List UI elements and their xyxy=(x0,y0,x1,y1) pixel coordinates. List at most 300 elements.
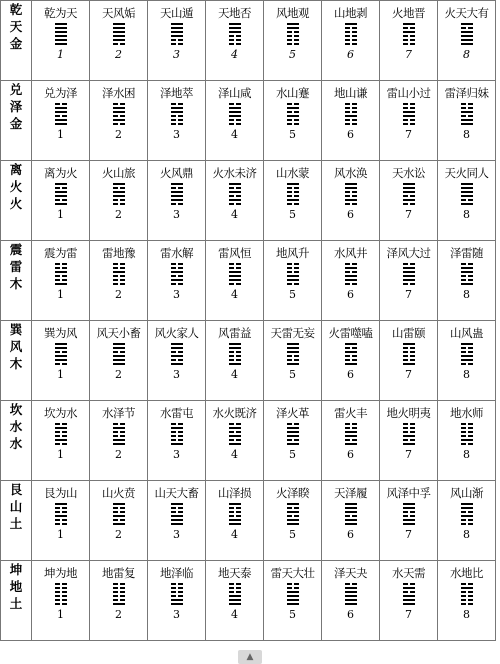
yang-line xyxy=(287,199,299,201)
hexagram-number: 7 xyxy=(405,448,412,461)
hexagram-symbol-icon xyxy=(55,263,67,285)
hexagram-symbol-icon xyxy=(287,423,299,445)
yang-line xyxy=(287,427,299,429)
yin-line xyxy=(171,351,183,353)
yang-line xyxy=(229,27,241,29)
yang-line xyxy=(55,23,67,25)
hexagram-name: 地火明夷 xyxy=(386,406,431,420)
yang-line xyxy=(171,31,183,33)
palace-char: 艮 xyxy=(9,482,23,497)
yang-line xyxy=(403,31,415,33)
yang-line xyxy=(461,123,473,125)
palace-char: 木 xyxy=(9,356,23,371)
palace-char: 离 xyxy=(9,162,23,177)
yang-line xyxy=(287,519,299,521)
hexagram-cell xyxy=(264,401,322,481)
yin-line xyxy=(461,363,473,365)
hexagram-cell xyxy=(32,1,90,81)
yang-line xyxy=(287,351,299,353)
yin-line xyxy=(345,111,357,113)
palace-char: 山 xyxy=(9,499,23,514)
yin-line xyxy=(229,591,241,593)
hexagram-cell xyxy=(90,321,148,401)
yin-line xyxy=(55,603,67,605)
hexagram-symbol-icon xyxy=(113,103,125,125)
yin-line xyxy=(171,39,183,41)
palace-char: 木 xyxy=(9,276,23,291)
hexagram-symbol-icon xyxy=(113,183,125,205)
yang-line xyxy=(171,343,183,345)
hexagram-name: 山风蛊 xyxy=(450,326,483,340)
yin-line xyxy=(345,35,357,37)
yang-line xyxy=(113,523,125,525)
yang-line xyxy=(171,347,183,349)
yang-line xyxy=(229,519,241,521)
hexagram-cell xyxy=(322,81,380,161)
hexagram-symbol-icon xyxy=(171,343,183,365)
hexagram-cell xyxy=(90,81,148,161)
yin-line xyxy=(113,351,125,353)
hexagram-cell xyxy=(438,481,496,561)
yin-line xyxy=(403,515,415,517)
hexagram-number: 3 xyxy=(173,368,180,381)
hexagram-name: 山雷颐 xyxy=(392,326,425,340)
palace-row xyxy=(1,481,496,561)
yin-line xyxy=(55,263,67,265)
yin-line xyxy=(287,583,299,585)
hexagram-name: 火地晋 xyxy=(392,6,425,20)
hexagram-number: 2 xyxy=(115,528,122,541)
yin-line xyxy=(345,583,357,585)
hexagram-number: 8 xyxy=(463,448,470,461)
yang-line xyxy=(403,199,415,201)
yin-line xyxy=(229,187,241,189)
yin-line xyxy=(113,115,125,117)
yang-line xyxy=(55,347,67,349)
yang-line xyxy=(403,271,415,273)
yin-line xyxy=(113,275,125,277)
hexagram-name: 水泽节 xyxy=(102,406,135,420)
yang-line xyxy=(229,503,241,505)
yang-line xyxy=(461,187,473,189)
yin-line xyxy=(287,123,299,125)
hexagram-cell xyxy=(264,161,322,241)
yin-line xyxy=(461,591,473,593)
yin-line xyxy=(403,431,415,433)
yin-line xyxy=(55,267,67,269)
yang-line xyxy=(55,203,67,205)
hexagram-number: 3 xyxy=(173,448,180,461)
yin-line xyxy=(461,443,473,445)
yang-line xyxy=(55,39,67,41)
hexagram-cell xyxy=(206,81,264,161)
yang-line xyxy=(113,35,125,37)
yin-line xyxy=(403,351,415,353)
yang-line xyxy=(461,359,473,361)
yin-line xyxy=(171,283,183,285)
yin-line xyxy=(345,423,357,425)
yang-line xyxy=(287,511,299,513)
yin-line xyxy=(229,423,241,425)
palace-char: 坤 xyxy=(9,562,23,577)
yin-line xyxy=(113,511,125,513)
hexagram-symbol-icon xyxy=(345,503,357,525)
palace-char: 兑 xyxy=(9,82,23,97)
yin-line xyxy=(229,43,241,45)
hexagram-name: 天地否 xyxy=(218,6,251,20)
yang-line xyxy=(461,283,473,285)
yang-line xyxy=(461,119,473,121)
hexagram-cell xyxy=(90,241,148,321)
hexagram-number: 3 xyxy=(173,48,180,61)
yang-line xyxy=(113,503,125,505)
hexagram-symbol-icon xyxy=(345,263,357,285)
hexagram-symbol-icon xyxy=(55,503,67,525)
hexagram-symbol-icon xyxy=(113,343,125,365)
hexagram-number: 5 xyxy=(289,528,296,541)
yin-line xyxy=(171,431,183,433)
hexagram-name: 离为火 xyxy=(44,166,77,180)
hexagram-symbol-icon xyxy=(171,423,183,445)
yin-line xyxy=(461,603,473,605)
yin-line xyxy=(345,515,357,517)
yin-line xyxy=(461,435,473,437)
hexagram-name: 泽雷随 xyxy=(450,246,483,260)
hexagram-cell xyxy=(32,481,90,561)
yang-line xyxy=(113,191,125,193)
yang-line xyxy=(461,195,473,197)
yin-line xyxy=(113,431,125,433)
yang-line xyxy=(403,183,415,185)
yin-line xyxy=(113,507,125,509)
hexagram-number: 5 xyxy=(289,288,296,301)
yang-line xyxy=(171,111,183,113)
hexagram-cell xyxy=(148,1,206,81)
hexagram-symbol-icon xyxy=(113,263,125,285)
yin-line xyxy=(461,199,473,201)
yin-line xyxy=(461,27,473,29)
yang-line xyxy=(171,427,183,429)
hexagram-number: 4 xyxy=(231,448,238,461)
yang-line xyxy=(287,107,299,109)
yin-line xyxy=(229,431,241,433)
hexagram-number: 3 xyxy=(173,208,180,221)
hexagram-cell xyxy=(264,1,322,81)
yin-line xyxy=(403,439,415,441)
yang-line xyxy=(403,187,415,189)
yin-line xyxy=(113,263,125,265)
hexagram-number: 2 xyxy=(115,368,122,381)
palace-row xyxy=(1,241,496,321)
hexagram-name: 泽地萃 xyxy=(160,86,193,100)
yang-line xyxy=(403,191,415,193)
yang-line xyxy=(287,523,299,525)
yang-line xyxy=(55,359,67,361)
hexagram-number: 2 xyxy=(115,128,122,141)
yin-line xyxy=(287,203,299,205)
yang-line xyxy=(171,199,183,201)
yang-line xyxy=(287,595,299,597)
yang-line xyxy=(345,599,357,601)
hexagram-symbol-icon xyxy=(461,103,473,125)
hexagram-number: 1 xyxy=(57,528,64,541)
hexagram-number: 2 xyxy=(115,608,122,621)
hexagram-symbol-icon xyxy=(345,343,357,365)
hexagram-cell xyxy=(206,161,264,241)
hexagram-cell xyxy=(32,401,90,481)
yang-line xyxy=(461,271,473,273)
hexagram-number: 2 xyxy=(115,48,122,61)
palace-row xyxy=(1,321,496,401)
hexagram-number: 8 xyxy=(463,368,470,381)
hexagram-cell xyxy=(322,561,380,641)
hexagram-symbol-icon xyxy=(403,263,415,285)
hexagram-symbol-icon xyxy=(403,183,415,205)
yin-line xyxy=(461,423,473,425)
hexagram-number: 6 xyxy=(347,208,354,221)
palace-char: 坎 xyxy=(9,402,23,417)
hexagram-symbol-icon xyxy=(55,583,67,605)
hexagram-number: 3 xyxy=(173,608,180,621)
hexagram-cell xyxy=(206,561,264,641)
yang-line xyxy=(403,363,415,365)
hexagram-name: 兑为泽 xyxy=(44,86,77,100)
scroll-handle[interactable]: ▲ xyxy=(238,650,262,664)
yang-line xyxy=(229,435,241,437)
palace-char: 震 xyxy=(9,242,23,257)
yang-line xyxy=(403,279,415,281)
yin-line xyxy=(287,359,299,361)
yin-line xyxy=(403,283,415,285)
hexagram-symbol-icon xyxy=(171,583,183,605)
yang-line xyxy=(113,27,125,29)
yang-line xyxy=(345,343,357,345)
palace-char: 土 xyxy=(9,596,23,611)
yang-line xyxy=(171,523,183,525)
yang-line xyxy=(229,347,241,349)
yang-line xyxy=(461,35,473,37)
yin-line xyxy=(55,599,67,601)
yin-line xyxy=(113,591,125,593)
hexagram-symbol-icon xyxy=(287,503,299,525)
yin-line xyxy=(287,195,299,197)
hexagram-number: 8 xyxy=(463,128,470,141)
hexagram-name: 火雷噬嗑 xyxy=(328,326,373,340)
hexagram-symbol-icon xyxy=(113,423,125,445)
yin-line xyxy=(287,267,299,269)
yin-line xyxy=(287,587,299,589)
yin-line xyxy=(229,351,241,353)
hexagram-name: 雷风恒 xyxy=(218,246,251,260)
hexagram-name: 风雷益 xyxy=(218,326,251,340)
hexagram-name: 乾为天 xyxy=(44,6,77,20)
yang-line xyxy=(113,271,125,273)
yang-line xyxy=(403,523,415,525)
hexagram-symbol-icon xyxy=(461,263,473,285)
yang-line xyxy=(55,283,67,285)
yang-line xyxy=(171,183,183,185)
yin-line xyxy=(287,111,299,113)
hexagram-symbol-icon xyxy=(55,23,67,45)
yang-line xyxy=(171,271,183,273)
yang-line xyxy=(287,279,299,281)
yin-line xyxy=(229,355,241,357)
yin-line xyxy=(171,583,183,585)
yin-line xyxy=(461,599,473,601)
hexagram-cell xyxy=(438,401,496,481)
yin-line xyxy=(345,119,357,121)
hexagram-cell xyxy=(380,161,438,241)
hexagram-number: 4 xyxy=(231,528,238,541)
hexagram-number: 5 xyxy=(289,608,296,621)
yang-line xyxy=(345,199,357,201)
hexagram-number: 8 xyxy=(463,208,470,221)
yin-line xyxy=(403,347,415,349)
hexagram-symbol-icon xyxy=(229,343,241,365)
hexagram-name: 天山遁 xyxy=(160,6,193,20)
yang-line xyxy=(55,31,67,33)
yin-line xyxy=(461,511,473,513)
yin-line xyxy=(403,195,415,197)
yin-line xyxy=(229,283,241,285)
hexagram-cell xyxy=(206,481,264,561)
hexagram-number: 4 xyxy=(231,288,238,301)
yang-line xyxy=(461,39,473,41)
hexagram-cell xyxy=(264,81,322,161)
yin-line xyxy=(287,271,299,273)
yang-line xyxy=(287,431,299,433)
hexagram-name: 天雷无妄 xyxy=(270,326,315,340)
hexagram-name: 坤为地 xyxy=(44,566,77,580)
yang-line xyxy=(345,279,357,281)
hexagram-number: 5 xyxy=(289,208,296,221)
palace-char: 泽 xyxy=(9,99,23,114)
yang-line xyxy=(287,343,299,345)
yin-line xyxy=(287,191,299,193)
yang-line xyxy=(461,43,473,45)
yang-line xyxy=(287,183,299,185)
hexagram-number: 7 xyxy=(405,368,412,381)
hexagram-cell xyxy=(322,161,380,241)
yin-line xyxy=(287,187,299,189)
hexagram-number: 8 xyxy=(463,608,470,621)
hexagram-name: 泽火革 xyxy=(276,406,309,420)
yin-line xyxy=(345,191,357,193)
yin-line xyxy=(403,35,415,37)
hexagram-number: 2 xyxy=(115,448,122,461)
yang-line xyxy=(171,35,183,37)
hexagram-cell xyxy=(438,1,496,81)
yin-line xyxy=(229,267,241,269)
hexagram-number: 1 xyxy=(57,448,64,461)
yin-line xyxy=(403,123,415,125)
hexagram-number: 4 xyxy=(231,128,238,141)
hexagram-symbol-icon xyxy=(403,583,415,605)
palace-label xyxy=(1,321,32,401)
hexagram-number: 6 xyxy=(347,368,354,381)
hexagram-name: 雷地豫 xyxy=(102,246,135,260)
yin-line xyxy=(55,443,67,445)
yin-line xyxy=(55,511,67,513)
hexagram-number: 4 xyxy=(231,208,238,221)
yin-line xyxy=(287,283,299,285)
yin-line xyxy=(403,591,415,593)
yang-line xyxy=(461,111,473,113)
yin-line xyxy=(461,347,473,349)
hexagram-name: 山火贲 xyxy=(102,486,135,500)
yang-line xyxy=(55,183,67,185)
hexagram-cell xyxy=(438,81,496,161)
yang-line xyxy=(229,343,241,345)
hexagram-name: 风火家人 xyxy=(154,326,199,340)
hexagram-symbol-icon xyxy=(55,343,67,365)
yin-line xyxy=(55,275,67,277)
hexagram-symbol-icon xyxy=(113,583,125,605)
yin-line xyxy=(403,107,415,109)
yin-line xyxy=(461,523,473,525)
yin-line xyxy=(55,507,67,509)
yin-line xyxy=(403,263,415,265)
yin-line xyxy=(345,31,357,33)
hexagram-symbol-icon xyxy=(287,103,299,125)
yang-line xyxy=(403,599,415,601)
yang-line xyxy=(55,43,67,45)
hexagram-cell xyxy=(206,401,264,481)
yin-line xyxy=(229,359,241,361)
hexagram-symbol-icon xyxy=(229,263,241,285)
yang-line xyxy=(461,31,473,33)
yang-line xyxy=(461,343,473,345)
yin-line xyxy=(287,103,299,105)
hexagram-cell xyxy=(148,241,206,321)
yin-line xyxy=(461,595,473,597)
yin-line xyxy=(287,43,299,45)
yin-line xyxy=(171,43,183,45)
hexagram-name: 雷火丰 xyxy=(334,406,367,420)
hexagram-number: 5 xyxy=(289,448,296,461)
yang-line xyxy=(461,515,473,517)
hexagram-cell xyxy=(322,241,380,321)
hexagram-symbol-icon xyxy=(229,183,241,205)
yang-line xyxy=(461,267,473,269)
yin-line xyxy=(287,263,299,265)
yang-line xyxy=(113,347,125,349)
palace-label xyxy=(1,81,32,161)
yin-line xyxy=(55,363,67,365)
yang-line xyxy=(113,343,125,345)
hexagram-number: 7 xyxy=(405,48,412,61)
yang-line xyxy=(229,111,241,113)
palace-row xyxy=(1,561,496,641)
yin-line xyxy=(171,507,183,509)
yang-line xyxy=(229,107,241,109)
yin-line xyxy=(55,519,67,521)
hexagram-name: 艮为山 xyxy=(44,486,77,500)
yin-line xyxy=(229,263,241,265)
yang-line xyxy=(345,603,357,605)
yang-line xyxy=(403,443,415,445)
yang-line xyxy=(171,443,183,445)
yang-line xyxy=(113,443,125,445)
yang-line xyxy=(287,275,299,277)
yang-line xyxy=(113,439,125,441)
yang-line xyxy=(55,343,67,345)
hexagram-cell xyxy=(90,1,148,81)
yang-line xyxy=(55,107,67,109)
yin-line xyxy=(229,583,241,585)
hexagram-name: 水火既济 xyxy=(212,406,257,420)
yin-line xyxy=(55,587,67,589)
